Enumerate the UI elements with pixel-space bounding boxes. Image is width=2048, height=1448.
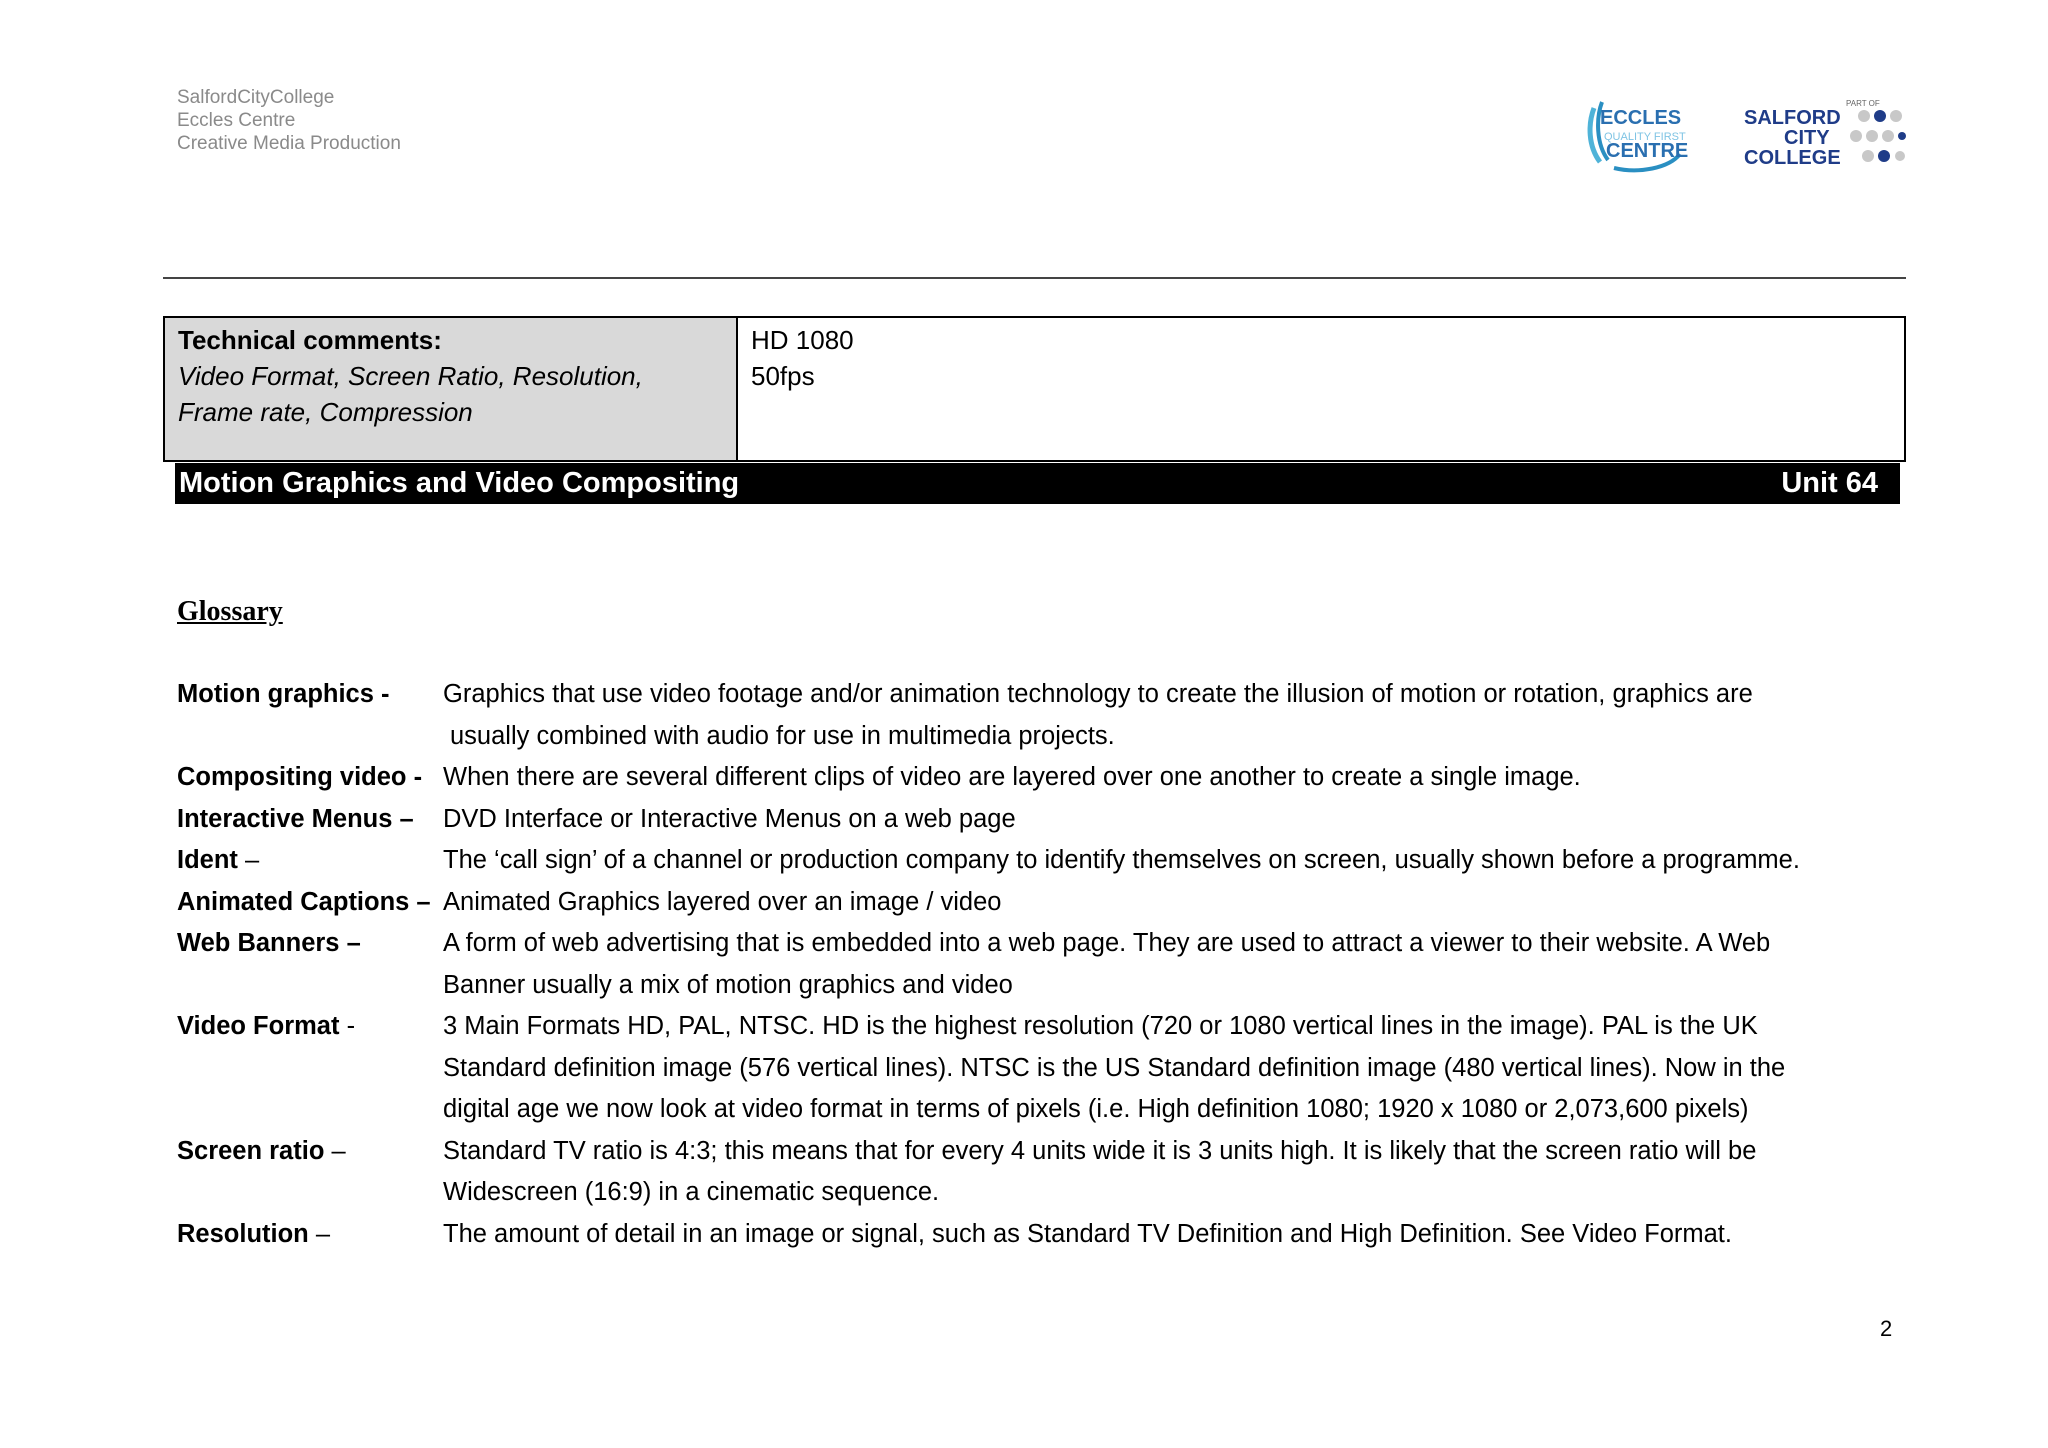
glossary-term: Animated Captions – [177,887,431,916]
svg-text:QUALITY FIRST: QUALITY FIRST [1604,131,1686,143]
glossary-entry-resolution [177,1214,1897,1256]
glossary-entry-video-format [177,1006,1897,1131]
centre-name: Eccles Centre [177,110,296,131]
glossary-term-separator: – [237,846,260,874]
glossary-definition: digital age we now look at video format in terms of pixels (i.e. High definition 1080; 1920 x 1080 or 2,073,600 pixels) [443,1095,1749,1123]
technical-comments-title: Technical comments: [178,325,442,355]
glossary-definition: usually combined with audio for use in multimedia projects. [450,721,1115,750]
svg-text:SALFORD: SALFORD [1744,107,1841,129]
glossary-entry-interactive-menus [177,799,1897,841]
technical-comments-hint-2: Frame rate, Compression [178,397,473,427]
glossary-term-separator: – [324,1136,346,1165]
glossary-term: Compositing video - [177,763,423,791]
glossary-term-separator: – [308,1219,331,1248]
glossary-definition: The ‘call sign’ of a channel or production company to identify themselves on screen, usually shown before a programme. [443,846,1800,874]
unit-title-bar [175,463,1900,504]
glossary-entry-screen-ratio [177,1131,1897,1214]
glossary-term: Ident [177,846,238,874]
glossary-entry-ident [177,840,1897,882]
unit-number: Unit 64 [1781,467,1878,499]
technical-value-format: HD 1080 [751,325,854,355]
glossary-term: Screen ratio [177,1136,325,1165]
glossary-definition: Widescreen (16:9) in a cinematic sequence. [443,1178,940,1206]
glossary-term: Web Banners – [177,929,361,957]
glossary-term: Video Format [177,1012,340,1040]
svg-text:CENTRE: CENTRE [1606,140,1688,162]
glossary-definition: Graphics that use video footage and/or animation technology to create the illusion of motion or rotation, graphics are [443,680,1753,708]
glossary-definition: A form of web advertising that is embedded into a web page. They are used to attract a viewer to their website. A Web [443,929,1771,957]
svg-text:CITY: CITY [1784,127,1830,149]
glossary-term: Resolution [177,1219,309,1248]
glossary-definition: Animated Graphics layered over an image / video [443,887,1002,916]
svg-text:COLLEGE: COLLEGE [1744,147,1841,168]
glossary-entry-motion-graphics [177,674,1897,757]
technical-comments-label-cell [165,318,738,460]
glossary-definition: Banner usually a mix of motion graphics and video [443,970,1013,999]
glossary-term: Motion graphics - [177,680,390,708]
eccles-centre-logo [1584,94,1688,174]
glossary-definition: 3 Main Formats HD, PAL, NTSC. HD is the highest resolution (720 or 1080 vertical lines in the image). PAL is the UK [443,1012,1758,1040]
department-name: Creative Media Production [177,133,401,154]
college-name: SalfordCityCollege [177,87,335,108]
glossary-list [177,674,1897,1255]
svg-text:ECCLES: ECCLES [1600,107,1682,129]
glossary-entry-compositing-video [177,757,1897,799]
glossary-entry-web-banners [177,923,1897,1006]
technical-comments-table [163,316,1906,462]
logo-part-of-text: PART OF [1846,99,1880,108]
glossary-term-separator: - [339,1012,356,1040]
glossary-entry-animated-captions [177,882,1897,924]
glossary-definition: DVD Interface or Interactive Menus on a web page [443,804,1016,833]
glossary-definition: Standard definition image (576 vertical lines). NTSC is the US Standard definition image (480 vertical lines). Now in the [443,1053,1786,1082]
salford-city-college-logo [1744,96,1906,168]
glossary-heading: Glossary [177,596,283,627]
glossary-definition: The amount of detail in an image or signal, such as Standard TV Definition and High Definition. See Video Format. [443,1219,1732,1248]
technical-value-framerate: 50fps [751,361,815,391]
glossary-definition: When there are several different clips of video are layered over one another to create a single image. [443,763,1581,791]
glossary-definition: Standard TV ratio is 4:3; this means that for every 4 units wide it is 3 units high. It is likely that the screen ratio will be [443,1136,1757,1165]
glossary-term: Interactive Menus – [177,804,414,833]
header-divider [163,277,1906,279]
college-info [177,86,401,155]
technical-comments-hint-1: Video Format, Screen Ratio, Resolution, [178,361,643,391]
technical-comments-value-cell [738,318,1904,460]
page-number: 2 [1880,1316,1893,1341]
unit-title: Motion Graphics and Video Compositing [179,467,740,499]
